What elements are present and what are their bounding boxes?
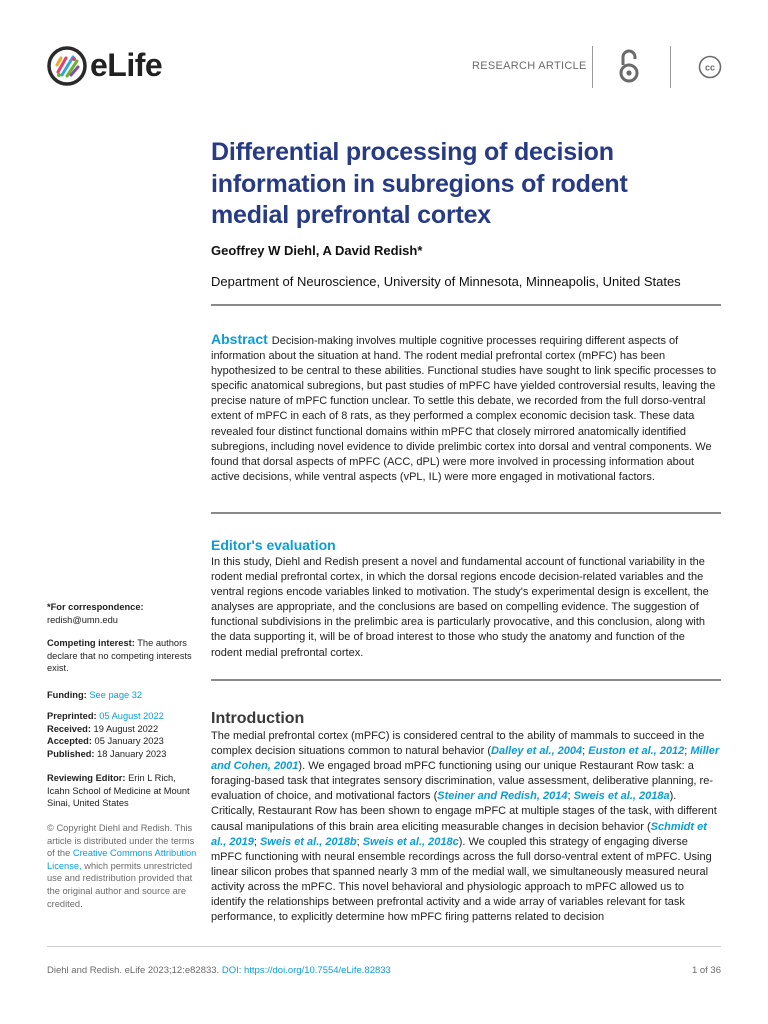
correspondence-label: *For correspondence: bbox=[47, 602, 144, 612]
intro-text-segment: ; bbox=[684, 745, 691, 758]
funding-label: Funding: bbox=[47, 690, 87, 700]
funding bbox=[47, 689, 197, 702]
preprinted-label: Preprinted: bbox=[47, 711, 97, 721]
copyright-icon: © bbox=[47, 823, 54, 833]
citation-link[interactable]: Dalley et al., 2004 bbox=[491, 745, 583, 758]
introduction-heading: Introduction bbox=[211, 710, 305, 727]
copyright-text: Copyright Diehl and Redish. This article is distributed under the terms of the bbox=[47, 823, 195, 859]
header-divider-2 bbox=[670, 46, 671, 88]
citation-link[interactable]: Euston et al., 2012 bbox=[588, 745, 685, 758]
intro-text-segment: The medial prefrontal cortex (mPFC) is considered central to the ability of mammals to succeed in the complex decision situations common to natural behavior ( bbox=[211, 730, 705, 758]
competing-interest bbox=[47, 637, 197, 675]
footer-citation-text: Diehl and Redish. eLife 2023;12:e82833. bbox=[47, 965, 220, 976]
correspondence-email[interactable]: redish@umn.edu bbox=[47, 614, 118, 625]
reviewing-editor bbox=[47, 772, 197, 810]
elife-logo[interactable] bbox=[47, 44, 177, 90]
competing-label: Competing interest: bbox=[47, 638, 135, 648]
creative-commons-icon[interactable] bbox=[698, 55, 722, 79]
article-type-label: RESEARCH ARTICLE bbox=[472, 60, 587, 72]
citation-link[interactable]: Miller and Cohen, 2001 bbox=[211, 745, 720, 773]
published-date: 18 January 2023 bbox=[97, 748, 167, 759]
footer-divider bbox=[47, 946, 721, 947]
page-number: 1 of 36 bbox=[691, 965, 721, 976]
elife-logo-mark-icon bbox=[47, 46, 87, 86]
competing-text: The authors declare that no competing interests exist. bbox=[47, 638, 192, 674]
evaluation-divider bbox=[211, 679, 721, 681]
open-access-icon[interactable] bbox=[614, 48, 644, 84]
intro-text-segment: ; bbox=[582, 745, 589, 758]
abstract-text: Decision-making involves multiple cognitive processes requiring different aspects of information about the situation at hand. The rodent medial prefrontal cortex (mPFC) has been hypothesized to be central to these abilities. Functional studies have sought to link specific processes to specific anatomical subregions, but past studies of mPFC have yielded controversial results, leaving the precise nature of mPFC function unclear. To settle this debate, we recorded from the full dorso-ventral extent of mPFC in each of 8 rats, as they performed a complex economic decision task. These data revealed four distinct functional domains within mPFC that closely mirrored anatomically identified subregions, including novel evidence to divide prelimbic cortex into dorsal and ventral components. We found that dorsal aspects of mPFC (ACC, dPL) were more involved in processing information about active decisions, while ventral aspects (vPL, IL) were more engaged in motivational factors. bbox=[211, 335, 717, 483]
preprinted-date-link[interactable]: 05 August 2022 bbox=[99, 711, 164, 721]
abstract-divider bbox=[211, 512, 721, 514]
license-rest: which permits unrestricted use and redistribution provided that the original author and source are credited. bbox=[47, 860, 193, 909]
copyright bbox=[47, 822, 197, 910]
reviewing-text: Erin L Rich, Icahn School of Medicine at Mount Sinai, United States bbox=[47, 773, 190, 809]
introduction-text bbox=[211, 729, 721, 925]
citation-link[interactable]: Sweis et al., 2018b bbox=[259, 835, 357, 848]
accepted-label: Accepted: bbox=[47, 736, 92, 747]
svg-text:cc: cc bbox=[704, 62, 716, 73]
affiliation: Department of Neuroscience, University of Minnesota, Minneapolis, United States bbox=[211, 274, 681, 289]
intro-text-segment: ; bbox=[356, 835, 363, 848]
footer-citation bbox=[47, 965, 391, 976]
footer-doi-label: DOI: bbox=[221, 965, 242, 976]
received-date: 19 August 2022 bbox=[93, 723, 159, 734]
editors-evaluation-heading: Editor's evaluation bbox=[211, 537, 336, 553]
license-link[interactable]: Creative Commons Attribution License, bbox=[47, 848, 197, 871]
intro-text-segment: ; bbox=[567, 790, 574, 803]
header-divider bbox=[592, 46, 593, 88]
author-list: Geoffrey W Diehl, A David Redish* bbox=[211, 243, 423, 258]
citation-link[interactable]: Schmidt et al., 2019 bbox=[211, 820, 707, 848]
title-divider bbox=[211, 304, 721, 306]
published-label: Published: bbox=[47, 748, 95, 759]
citation-link[interactable]: Sweis et al., 2018a bbox=[573, 790, 670, 803]
accepted-date: 05 January 2023 bbox=[94, 736, 164, 747]
received-label: Received: bbox=[47, 723, 91, 734]
article-title: Differential processing of decision information in subregions of rodent medial prefrontal cortex bbox=[211, 138, 628, 229]
intro-text-segment: ; bbox=[253, 835, 260, 848]
citation-link[interactable]: Steiner and Redish, 2014 bbox=[437, 790, 568, 803]
elife-logo-text: eLife bbox=[90, 47, 163, 83]
abstract-heading: Abstract bbox=[211, 331, 268, 347]
reviewing-label: Reviewing Editor: bbox=[47, 773, 126, 783]
dates bbox=[47, 710, 197, 760]
funding-link[interactable]: See page 32 bbox=[89, 690, 143, 700]
footer-doi-link[interactable]: https://doi.org/10.7554/eLife.82833 bbox=[244, 965, 391, 976]
intro-text-segment: ). We coupled this strategy of engaging diverse mPFC functioning with neural ensemble recordings across the full dorso-ventral extent of mPFC. Using linear silicon probes that spanned nearly 3 mm of the medial wall, we simultaneously measured neural activity across the mPFC. This novel behavioral and physiologic approach to mPFC allowed us to identify the relationships between prefrontal activity and a wide array of variables relevant for task performance, to explicitly determine how mPFC firing patterns related to decision bbox=[211, 835, 712, 924]
correspondence bbox=[47, 601, 197, 626]
intro-text-segment: ). We engaged broad mPFC functioning using our unique Restaurant Row task: a foraging-based task that integrates sensory discrimination, value assessment, deliberative planning, re-evaluation of choice, and motivational factors ( bbox=[211, 760, 713, 803]
abstract bbox=[211, 332, 719, 485]
citation-link[interactable]: Sweis et al., 2018c bbox=[362, 835, 459, 848]
editors-evaluation-text: In this study, Diehl and Redish present a novel and fundamental account of functional variability in the rodent medial prefrontal cortex, in which the dorsal regions encode decision-related variables and the ventral regions encode variables linked to motivation. The study's experimental design is excellent, the analyses are appropriate, and the conclusions are based on compelling evidence. The suggestion of functional subdivisions in the prelimbic area is particularly provocative, and this conclusion, along with the data supporting it, will be of broad interest to those who study the anatomy and function of the rodent medial prefrontal cortex. bbox=[211, 556, 709, 659]
intro-text-segment: ). Critically, Restaurant Row has been shown to engage mPFC at multiple stages of the task, with different causal manipulations of this brain area eliciting measurable changes in decision behavior ( bbox=[211, 790, 717, 833]
